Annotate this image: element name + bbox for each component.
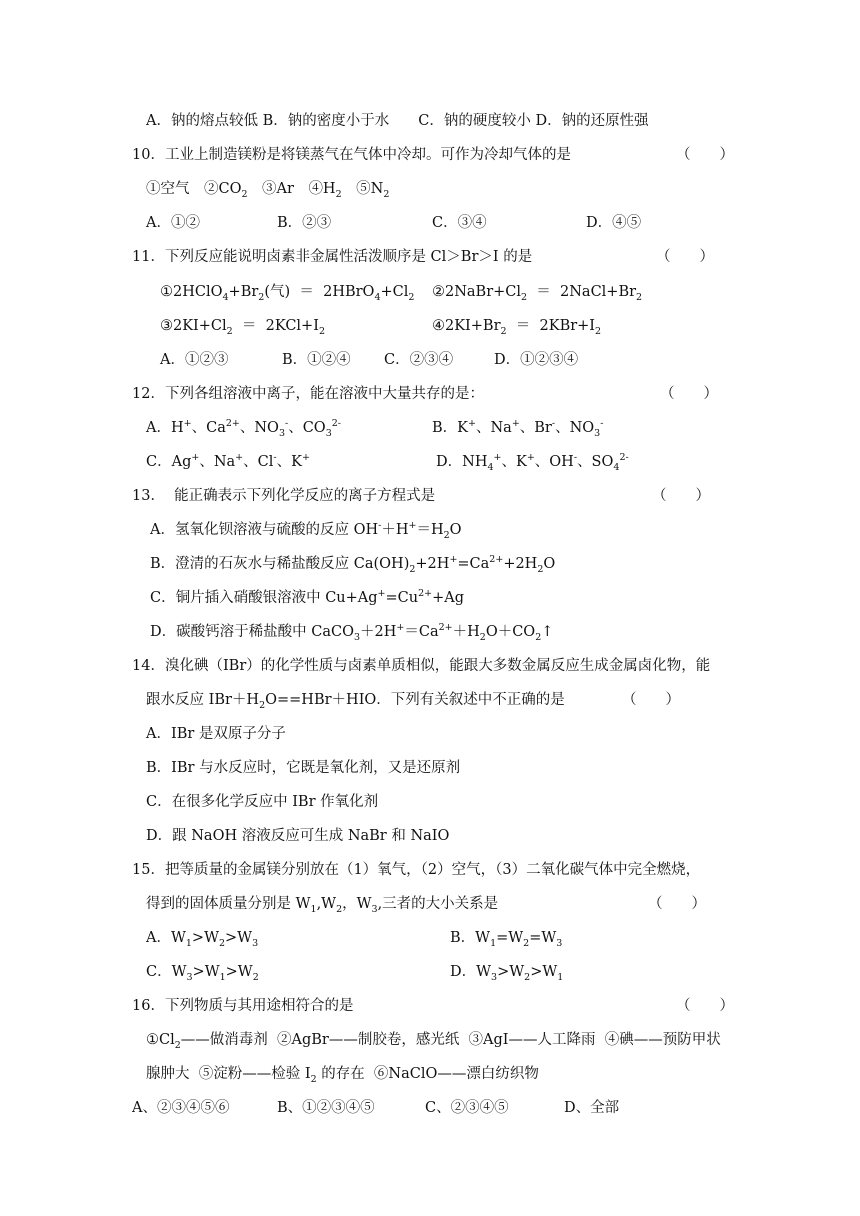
q16-answer-paren: （ ） [676,998,734,1014]
q14-option-a: A．IBr 是双原子分子 [146,726,286,742]
q15-stem-line-1: 15．把等质量的金属镁分别放在（1）氧气，（2）空气，（3）二氧化碳气体中完全燃烧， [132,862,701,878]
q15-option-a: A．$W_1>W_2>W_3$ [146,930,259,949]
q13-option-c: C．铜片插入硝酸银溶液中 $Cu+Ag^+=Cu^{2+}+Ag$ [150,588,465,606]
q11-option-b: B．①②④ [282,352,351,368]
q11-option-d: D．①②③④ [494,352,579,368]
q16-items-line-1: $①Cl_2——$做消毒剂 ②AgBr——制胶卷，感光纸 ③AgI——人工降雨 ④碘——预防甲状 [146,1032,721,1051]
q15-stem-line-2: 得到的固体质量分别是 $W_1,W_2$，$W_3$,三者的大小关系是 [146,896,499,915]
q12-option-c: C．Ag+、Na+、Cl-、K+ [146,452,310,470]
q16-option-c: C、②③④⑤ [425,1100,509,1116]
q14-answer-paren: （ ） [622,692,680,708]
q12-option-b: B．K+、Na+、Br-、$NO_3^-$ [432,418,604,439]
q16-option-b: B、①②③④⑤ [277,1100,375,1116]
q12-option-d: D．$NH_4^+$、K+、OH-、$SO_4^{2-}$ [436,452,629,473]
q14-option-b: B．IBr 与水反应时，它既是氧化剂，又是还原剂 [146,760,461,776]
q12-answer-paren: （ ） [660,386,718,402]
q10-option-c: C．③④ [432,215,487,231]
q16-option-d: D、全部 [564,1100,620,1116]
q11-option-a: A．①②③ [160,352,229,368]
q14-stem-line-2: 跟水反应 $IBr+H_2O==HBr+HIO$．下列有关叙述中不正确的是 [146,692,565,711]
q9-options: A．钠的熔点较低 B．钠的密度小于水 C．钠的硬度较小 D．钠的还原性强 [146,113,649,129]
q10-option-d: D．④⑤ [586,215,642,231]
q13-stem: 13． 能正确表示下列化学反应的离子方程式是 [132,488,436,504]
q11-answer-paren: （ ） [656,249,714,265]
q10-items: ①空气 $②CO_2$ ③Ar $④H_2$ $⑤N_2$ [146,181,390,200]
q13-option-d: D．碳酸钙溶于稀盐酸中 $CaCO_3+2H^+=Ca^{2+}+H_2O+CO_2↑$ [150,622,554,643]
q11-reaction-3: $③2KI+Cl_2 = 2KCl+I_2$ [160,318,325,337]
q16-stem: 16．下列物质与其用途相符合的是 [132,998,354,1014]
q10-stem: 10．工业上制造镁粉是将镁蒸气在气体中冷却。可作为冷却气体的是 [132,147,571,163]
q10-option-b: B．②③ [277,215,332,231]
q14-option-d: D．跟 NaOH 溶液反应可生成 NaBr 和 NaIO [146,828,450,844]
q13-answer-paren: （ ） [652,488,710,504]
q13-option-b: B．澄清的石灰水与稀盐酸反应 $Ca(OH)_2+2H^+=Ca^{2+}+2H_2O$ [150,554,556,575]
q16-option-a: A、②③④⑤⑥ [132,1100,230,1116]
q12-option-a: A．H+、$Ca^{2+}$、$NO_3^-$、$CO_3^{2-}$ [146,418,341,439]
q11-reaction-4: $④2KI+Br_2 = 2KBr+I_2$ [432,318,602,337]
q15-option-b: B．$W_1=W_2=W_3$ [450,930,563,949]
q11-stem: 11．下列反应能说明卤素非金属性活泼顺序是 Cl＞Br＞I 的是 [132,249,533,265]
q11-reaction-1: $①2HClO_4+Br_2$(气) ＝ $2HBrO_4+Cl_2$ [160,284,415,303]
q12-stem: 12．下列各组溶液中离子，能在溶液中大量共存的是： [132,386,484,402]
q11-option-c: C．②③④ [384,352,454,368]
q10-option-a: A．①② [146,215,200,231]
q14-option-c: C．在很多化学反应中 IBr 作氧化剂 [146,794,379,810]
q10-answer-paren: （ ） [676,147,734,163]
q13-option-a: A．氢氧化钡溶液与硫酸的反应 $OH^-+H^+=H_2O$ [150,520,462,541]
q14-stem-line-1: 14．溴化碘（IBr）的化学性质与卤素单质相似，能跟大多数金属反应生成金属卤化物，能 [132,658,711,674]
q15-option-d: D．$W_3>W_2>W_1$ [450,964,564,983]
q11-reaction-2: $②2NaBr+Cl_2$ ＝ $2NaCl+Br_2$ [432,284,643,303]
q16-items-line-2: 腺肿大 ⑤淀粉——检验 $I_2$ 的存在 ⑥NaClO——漂白纺织物 [146,1066,539,1085]
q15-option-c: C．$W_3>W_1>W_2$ [146,964,259,983]
q15-answer-paren: （ ） [648,896,706,912]
